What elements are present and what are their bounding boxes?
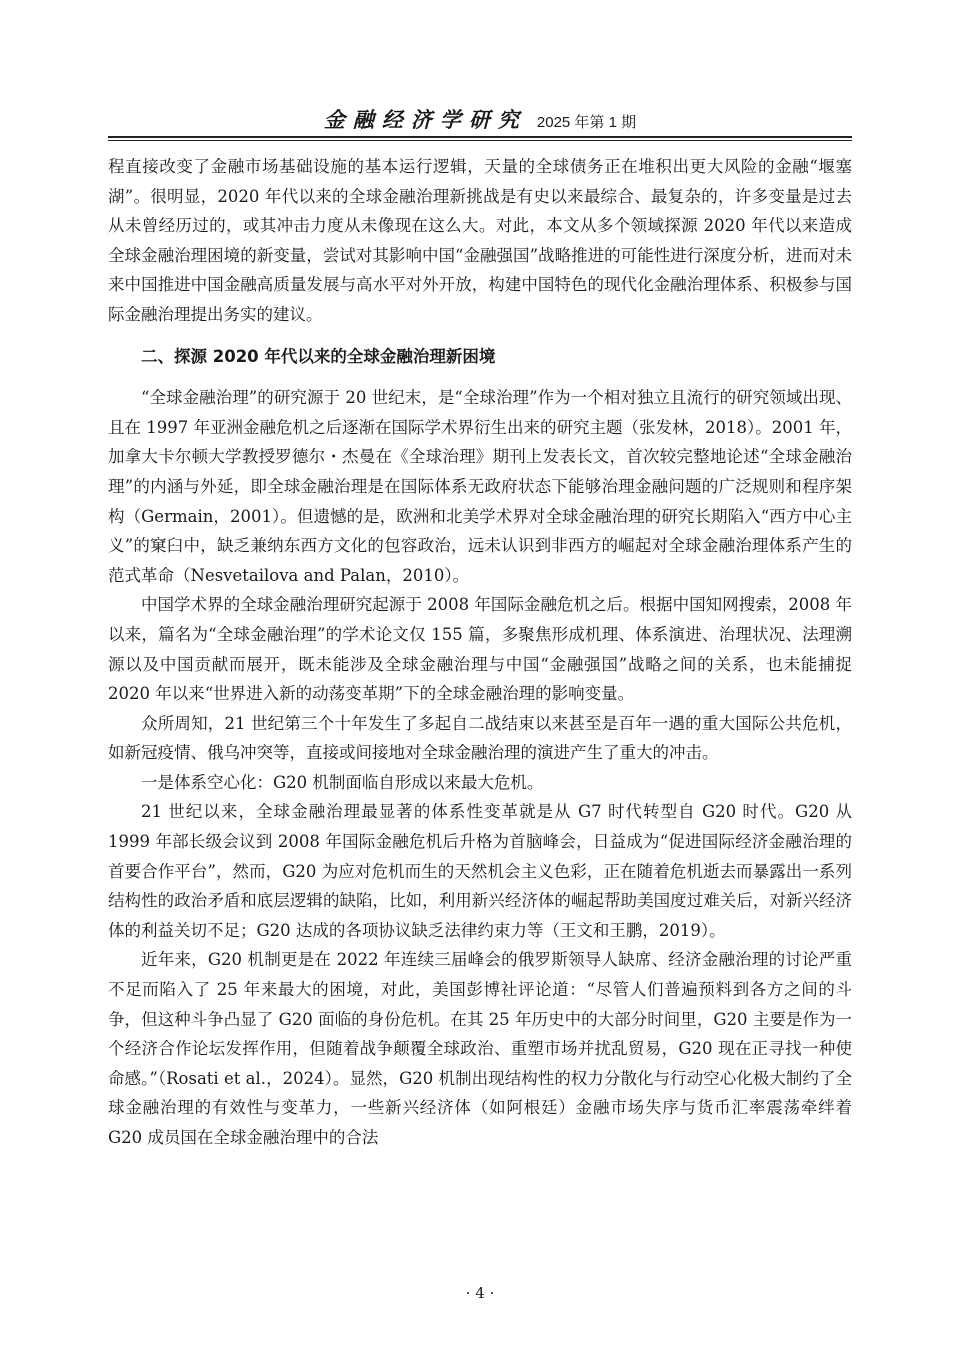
paragraph: 近年来，G20 机制更是在 2022 年连续三届峰会的俄罗斯领导人缺席、经济金融治理的讨论严重不足而陷入了 25 年来最大的困境，对此，美国彭博社评论道：“尽管人们普遍预料到各方之间的斗争，但这种斗争凸显了 G20 面临的身份危机。在其 25 年历史中的大部分时间里，G20 主要是作为一个经济合作论坛发挥作用，但随着战争颠覆全球政治、重塑市场并扰乱贸易，G20 现在正寻找一种使命感。”（Rosati et al.，2024）。显然，G20 机制出现结构性的权力分散化与行动空心化极大制约了全球金融治理的有效性与变革力，一些新兴经济体（如阿根廷）金融市场失序与货币汇率震荡牵绊着 G20 成员国在全球金融治理中的合法 — [108, 950, 852, 1147]
paragraph: 众所周知，21 世纪第三个十年发生了多起自二战结束以来甚至是百年一遇的重大国际公共危机，如新冠疫情、俄乌冲突等，直接或间接地对全球金融治理的演进产生了重大的冲击。 — [108, 713, 852, 763]
issue-label: 2025 年第 1 期 — [536, 114, 637, 131]
paragraph-continued: 程直接改变了金融市场基础设施的基本运行逻辑，天量的全球债务正在堆积出更大风险的金融“堰塞湖”。很明显，2020 年代以来的全球金融治理新挑战是有史以来最综合、最复杂的，许多变量是过去从未曾经历过的，或其冲击力度从未像现在这么大。对此，本文从多个领域探源 2020 年代以来造成全球金融治理困境的新变量，尝试对其影响中国“金融强国”战略推进的可能性进行深度分析，进而对未来中国推进中国金融高质量发展与高水平对外开放，构建中国特色的现代化金融治理体系、积极参与国际金融治理提出务实的建议。 — [108, 157, 852, 324]
article-body — [108, 152, 852, 1153]
paragraph: 一是体系空心化：G20 机制面临自形成以来最大危机。 — [141, 772, 544, 792]
running-header — [108, 104, 852, 134]
header-rule-thick — [108, 136, 852, 138]
journal-title: 金融经济学研究 — [323, 107, 527, 132]
paragraph: 21 世纪以来，全球金融治理最显著的体系性变革就是从 G7 时代转型自 G20 时代。G20 从 1999 年部长级会议到 2008 年国际金融危机后升格为首脑峰会，日益成为“促进国际经济金融治理的首要合作平台”，然而，G20 为应对危机而生的天然机会主义色彩，正在随着危机逝去而暴露出一系列结构性的政治矛盾和底层逻辑的缺陷，比如，利用新兴经济体的崛起帮助美国度过难关后，对新兴经济体的利益关切不足；G20 达成的各项协议缺乏法律约束力等（王文和王鹏，2019）。 — [108, 802, 852, 940]
section-heading: 二、探源 2020 年代以来的全球金融治理新困境 — [141, 346, 496, 366]
paragraph: “全球金融治理”的研究源于 20 世纪末，是“全球治理”作为一个相对独立且流行的研究领域出现、且在 1997 年亚洲金融危机之后逐渐在国际学术界衍生出来的研究主题（张发林，2018）。2001 年，加拿大卡尔顿大学教授罗德尔・杰曼在《全球治理》期刊上发表长文，首次较完整地论述“全球金融治理”的内涵与外延，即全球金融治理是在国际体系无政府状态下能够治理金融问题的广泛规则和程序架构（Germain，2001）。但遗憾的是，欧洲和北美学术界对全球金融治理的研究长期陷入“西方中心主义”的窠臼中，缺乏兼纳东西方文化的包容政治，远未认识到非西方的崛起对全球金融治理体系产生的范式革命（Nesvetailova and Palan，2010）。 — [108, 388, 852, 585]
page-number: · 4 · — [465, 1284, 495, 1302]
paragraph: 中国学术界的全球金融治理研究起源于 2008 年国际金融危机之后。根据中国知网搜索，2008 年以来，篇名为“全球金融治理”的学术论文仅 155 篇，多聚焦形成机理、体系演进、治理状况、法理溯源以及中国贡献而展开，既未能涉及全球金融治理与中国“金融强国”战略之间的关系，也未能捕捉 2020 年以来“世界进入新的动荡变革期”下的全球金融治理的影响变量。 — [108, 595, 852, 704]
header-rule-thin — [108, 140, 852, 141]
